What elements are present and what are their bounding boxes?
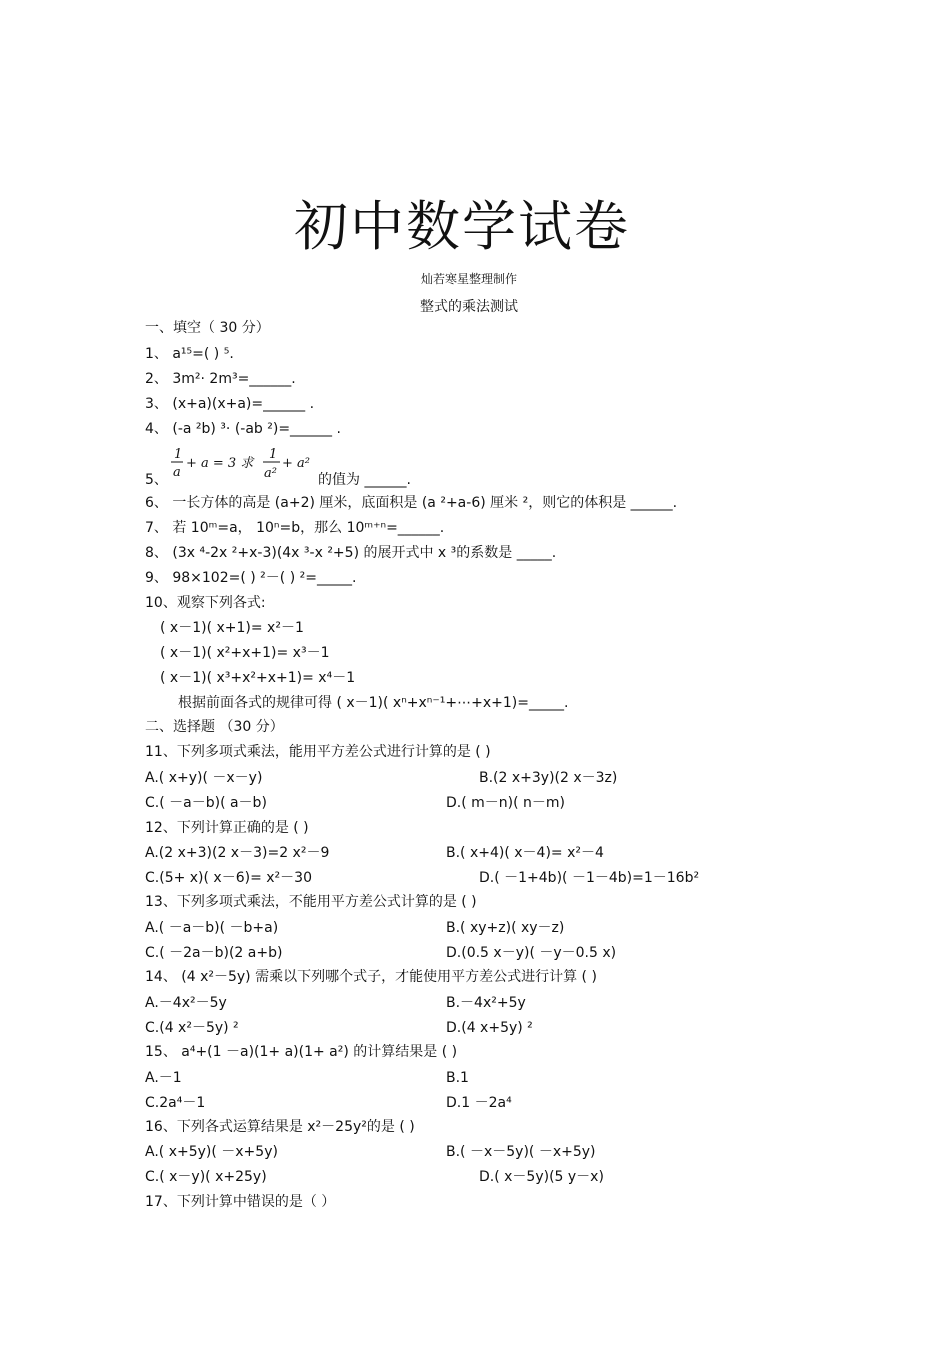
q16-option-d: D.( x－5y)(5 y－x) [479, 1169, 604, 1185]
q14-option-a: A.－4x²－5y [145, 995, 227, 1011]
formula-middle: + a = 3 求 [186, 456, 254, 471]
section1-heading: 一、填空（ 30 分） [145, 320, 270, 336]
q11-option-c: C.( －a－b)( a－b) [145, 795, 267, 811]
pattern-line-1: ( x－1)( x+1)= x²－1 [160, 620, 304, 636]
q15-option-d: D.1 －2a⁴ [446, 1095, 512, 1111]
question-12: 12、下列计算正确的是 ( ) [145, 820, 309, 836]
q13-option-a: A.( －a－b)( －b+a) [145, 920, 279, 936]
q16-option-b: B.( －x－5y)( －x+5y) [446, 1144, 596, 1160]
q13-option-b: B.( xy+z)( xy－z) [446, 920, 565, 936]
question-4: 4、 (-a ²b) ³· (-ab ²)=______ . [145, 421, 341, 437]
formula-tail: + a² [282, 456, 310, 471]
question-7: 7、 若 10ᵐ=a， 10ⁿ=b，那么 10ᵐ⁺ⁿ=______. [145, 520, 445, 536]
question-17: 17、下列计算中错误的是（ ） [145, 1194, 336, 1210]
question-8: 8、 (3x ⁴-2x ²+x-3)(4x ³-x ²+5) 的展开式中 x ³的系数是 _____. [145, 545, 557, 561]
question-16: 16、下列各式运算结果是 x²－25y²的是 ( ) [145, 1119, 415, 1135]
q11-option-a: A.( x+y)( －x－y) [145, 770, 263, 786]
question-6: 6、 一长方体的高是 (a+2) 厘米，底面积是 (a ²+a-6) 厘米 ²，则它的体积是 ______. [145, 495, 678, 511]
pattern-conclusion: 根据前面各式的规律可得 ( x－1)( xⁿ+xⁿ⁻¹+⋯+x+1)=_____. [178, 695, 569, 711]
section2-heading: 二、选择题 （30 分） [145, 719, 284, 735]
question-1: 1、 a¹⁵=( ) ⁵. [145, 346, 234, 362]
question-5-formula [170, 446, 318, 486]
q13-option-d: D.(0.5 x－y)( －y－0.5 x) [446, 945, 617, 961]
question-11: 11、下列多项式乘法，能用平方差公式进行计算的是 ( ) [145, 744, 491, 760]
question-5-number: 5、 [145, 472, 168, 488]
q12-option-b: B.( x+4)( x－4)= x²－4 [446, 845, 604, 861]
question-5-tail: 的值为 ______. [318, 472, 411, 488]
q16-option-c: C.( x－y)( x+25y) [145, 1169, 267, 1185]
formula-frac2-numerator: 1 [269, 447, 278, 462]
q12-option-d: D.( －1+4b)( －1－4b)=1－16b² [479, 870, 700, 886]
q12-option-c: C.(5+ x)( x－6)= x²－30 [145, 870, 312, 886]
exam-subtitle: 整式的乘法测试 [420, 299, 518, 315]
question-9: 9、 98×102=( ) ²－( ) ²=_____. [145, 570, 357, 586]
q15-option-a: A.－1 [145, 1070, 182, 1086]
exam-title: 初中数学试卷 [294, 195, 630, 258]
question-3: 3、 (x+a)(x+a)=______ . [145, 396, 315, 412]
q15-option-b: B.1 [446, 1070, 469, 1086]
q11-option-d: D.( m－n)( n－m) [446, 795, 565, 811]
credit-line: 灿若寒星整理制作 [420, 272, 517, 286]
q14-option-d: D.(4 x+5y) ² [446, 1020, 533, 1036]
question-10: 10、观察下列各式: [145, 595, 266, 611]
q16-option-a: A.( x+5y)( －x+5y) [145, 1144, 278, 1160]
formula-frac1-numerator: 1 [174, 447, 183, 462]
formula-frac2-denominator: a² [264, 466, 277, 481]
pattern-line-2: ( x－1)( x²+x+1)= x³－1 [160, 645, 330, 661]
pattern-line-3: ( x－1)( x³+x²+x+1)= x⁴－1 [160, 670, 356, 686]
question-13: 13、下列多项式乘法，不能用平方差公式计算的是 ( ) [145, 894, 477, 910]
question-15: 15、 a⁴+(1 －a)(1+ a)(1+ a²) 的计算结果是 ( ) [145, 1044, 458, 1060]
q11-option-b: B.(2 x+3y)(2 x－3z) [479, 770, 618, 786]
q12-option-a: A.(2 x+3)(2 x－3)=2 x²－9 [145, 845, 330, 861]
q13-option-c: C.( －2a－b)(2 a+b) [145, 945, 283, 961]
q14-option-b: B.－4x²+5y [446, 995, 526, 1011]
formula-frac1-denominator: a [173, 465, 181, 480]
question-14: 14、 (4 x²－5y) 需乘以下列哪个式子，才能使用平方差公式进行计算 ( ) [145, 969, 597, 985]
q15-option-c: C.2a⁴－1 [145, 1095, 206, 1111]
q14-option-c: C.(4 x²－5y) ² [145, 1020, 239, 1036]
question-2: 2、 3m²· 2m³=______. [145, 371, 296, 387]
